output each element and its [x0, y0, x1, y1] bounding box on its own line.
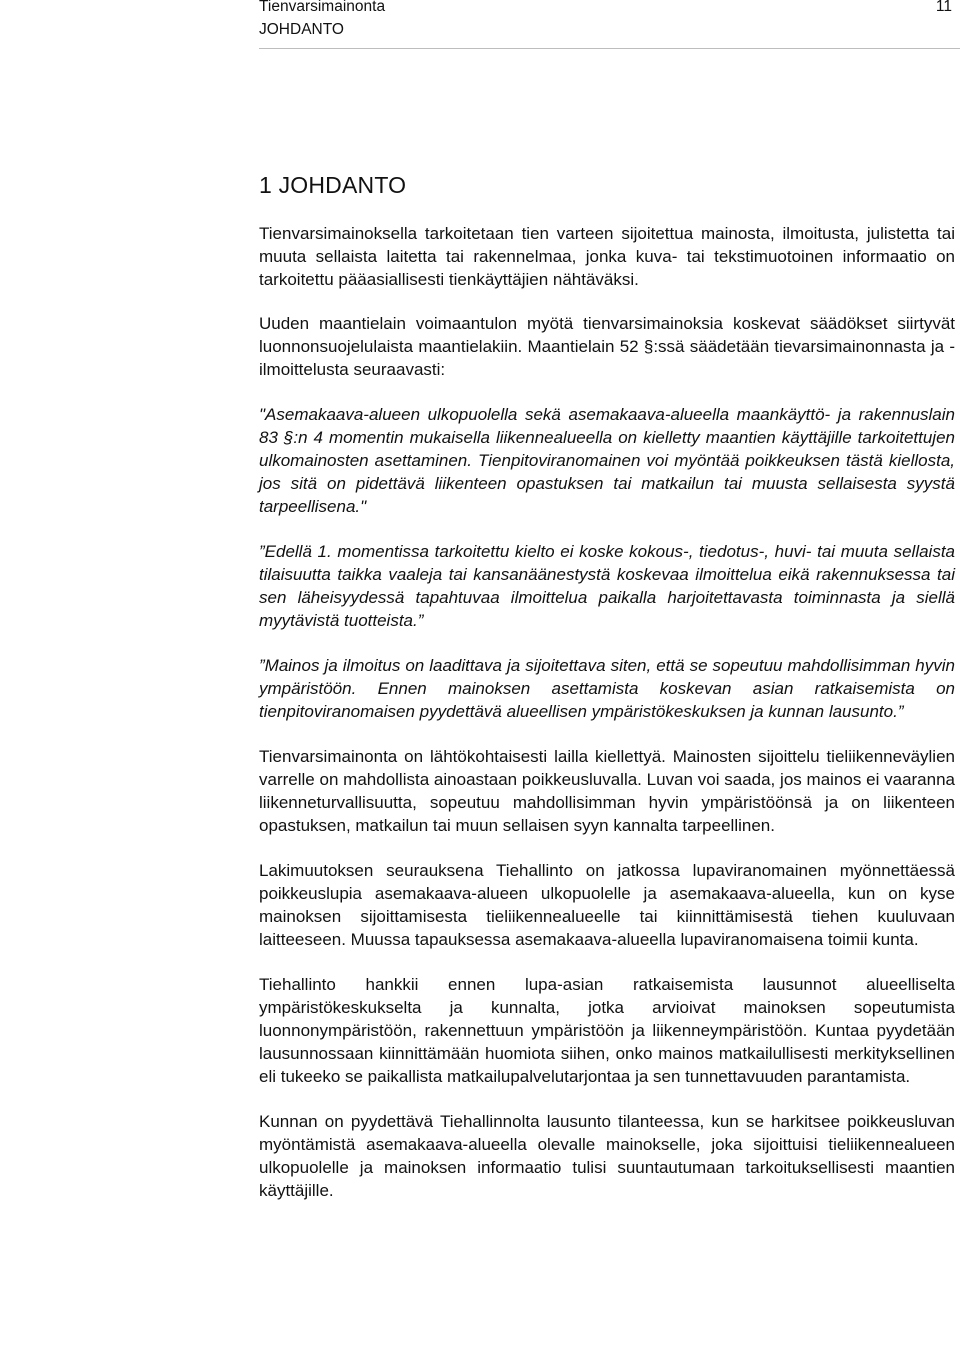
header-document-title: Tienvarsimainonta — [259, 0, 386, 15]
paragraph-definition: Tienvarsimainoksella tarkoitetaan tien varteen sijoitettua mainosta, ilmoitusta, julistetta tai muuta sellaista laitetta tai rakennelmaa, jonka kuva- tai tekstimuotoinen informaatio on tarkoitettu pääasiallisesti tienkäyttäjien nähtäväksi. — [259, 224, 955, 289]
header-section-name: JOHDANTO — [259, 21, 344, 38]
quote-law-section-1: "Asemakaava-alueen ulkopuolella sekä asemakaava-alueella maankäyttö- ja rakennuslain 83 §:n 4 momentin mukaisella liikennealueella on kielletty maantien käyttäjille tarkoitettujen ulkomainosten asettaminen. Tienpitoviranomainen voi myöntää poikkeuksen tästä kiellosta, jos sitä on pidettävä liikenteen opastuksen tai matkailun tai muusta sellaisesta syystä tarpeellisena." — [259, 405, 955, 516]
paragraph-municipality: Kunnan on pyydettävä Tiehallinnolta lausunto tilanteessa, kun se harkitsee poikkeusluvan myöntämistä asemakaava-alueella olevalle mainokselle, joka sijoittuisi tieliikennealueen ulkopuolelle ja mainoksen informaatio tulisi suuntautumaan tarkoituksellisesti maantien käyttäjille. — [259, 1112, 955, 1200]
page-header — [259, 0, 960, 49]
page-number: 11 — [935, 0, 952, 15]
chapter-heading: 1 JOHDANTO — [259, 172, 407, 198]
quote-law-section-2: ”Edellä 1. momentissa tarkoitettu kielto ei koske kokous-, tiedotus-, huvi- tai muuta sellaista tilaisuutta taikka vaaleja tai kansanäänestystä koskevaa ilmoittelua eikä rakennuksessa tai sen läheisyydessä tapahtuvaa ilmoittelua paikalla harjoitettavasta toiminnasta ja siellä myytävistä tuotteista.” — [259, 542, 955, 630]
paragraph-law-change: Uuden maantielain voimaantulon myötä tienvarsimainoksia koskevat säädökset siirtyvät luonnonsuojelulaista maantielakiin. Maantielain 52 §:ssä säädetään tievarsimainonnasta ja -ilmoittelusta seuraavasti: — [259, 314, 955, 379]
paragraph-prohibition: Tienvarsimainonta on lähtökohtaisesti lailla kiellettyä. Mainosten sijoittelu tieliikenneväylien varrelle on mahdollista ainoastaan poikkeusluvalla. Luvan voi saada, jos mainos ei vaaranna liikenneturvallisuutta, sopeutuu mahdollisimman hyvin ympäristöönsä ja on liikenteen opastuksen, matkailun tai muun sellaisen syyn kannalta tarpeellinen. — [259, 747, 955, 835]
document-body — [259, 170, 955, 1224]
paragraph-permit-authority: Lakimuutoksen seurauksena Tiehallinto on jatkossa lupaviranomainen myönnettäessä poikkeuslupia asemakaava-alueen ulkopuolelle ja asemakaava-alueella, kun on kyse mainoksen sijoittamisesta tieliikennealueelle tai kiinnittämisestä tiehen kuuluvaan laitteeseen. Muussa tapauksessa asemakaava-alueella lupaviranomaisena toimii kunta. — [259, 861, 955, 949]
quote-law-section-3: ”Mainos ja ilmoitus on laadittava ja sijoitettava siten, että se sopeutuu mahdollisimman hyvin ympäristöön. Ennen mainoksen asettamista koskevan asian ratkaisemista on tienpitoviranomaisen pyydettävä alueellisen ympäristökeskuksen ja kunnan lausunto.” — [259, 656, 955, 721]
paragraph-statements: Tiehallinto hankkii ennen lupa-asian ratkaisemista lausunnot alueelliselta ympäristökeskukselta ja kunnalta, jotka arvioivat mainoksen sopeutumista luonnonympäristöön, rakennettuun ympäristöön ja liikenneympäristöön. Kuntaa pyydetään lausunnossaan kiinnittämään huomiota siihen, onko mainos matkailullisesti merkityksellinen eli tukeeko se paikallista matkailupalvelutarjontaa ja sen tunnettavuuden parantamista. — [259, 975, 955, 1086]
